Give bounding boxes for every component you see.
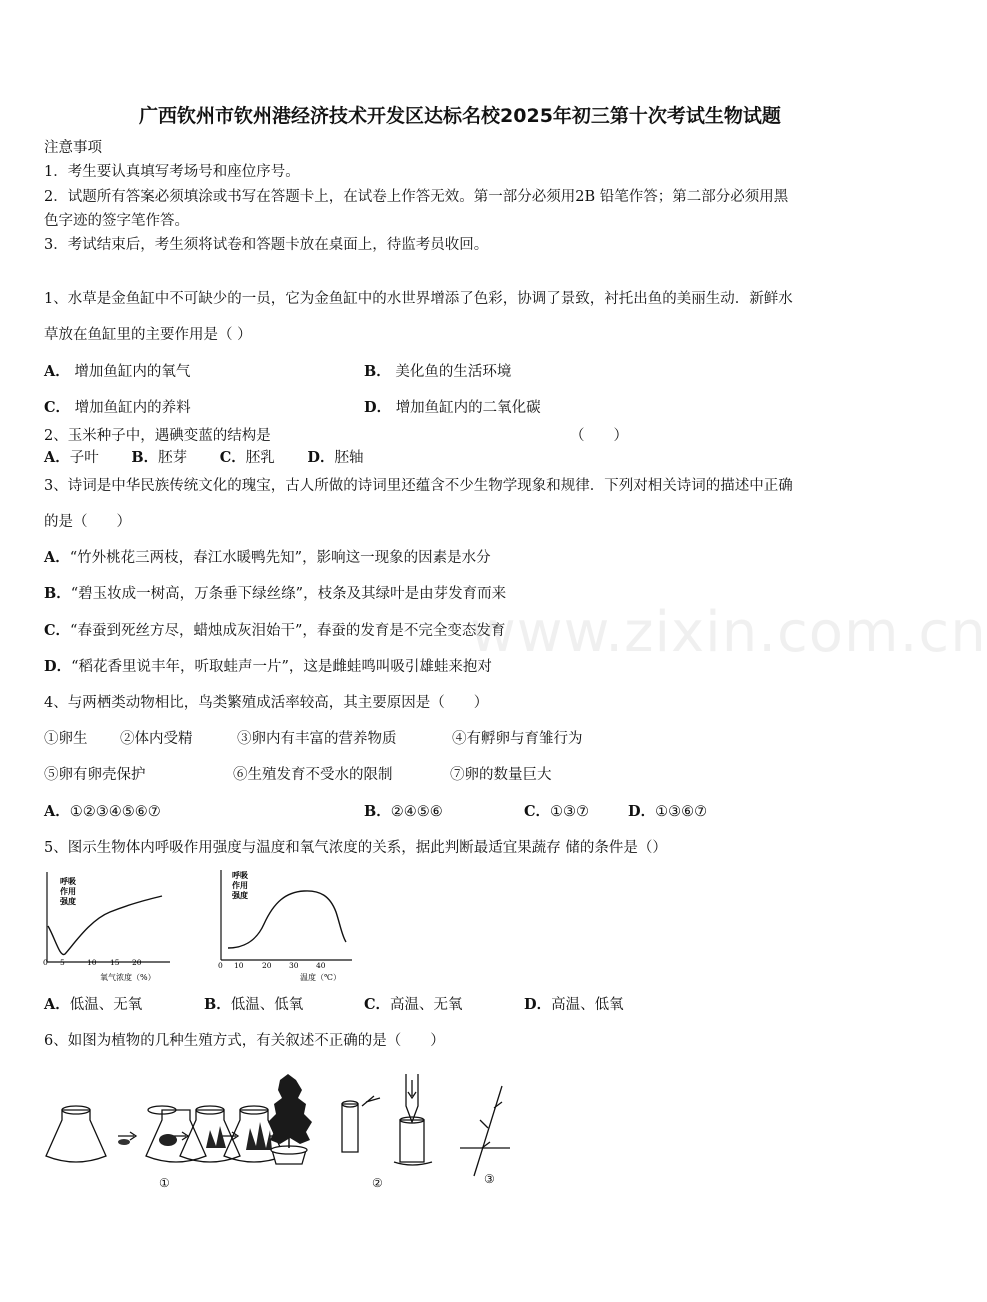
notice-item: 色字迹的签字笔作答。	[44, 213, 189, 229]
option-letter: A．	[44, 363, 70, 380]
q3-option-b	[44, 585, 506, 603]
q4-option-a	[44, 803, 161, 821]
option-text: 增加鱼缸内的氧气	[74, 364, 191, 380]
q3-stem: 3、诗词是中华民族传统文化的瑰宝，古人所做的诗词里还蕴含不少生物学现象和规律．下列对相关诗词的描述中正确	[44, 478, 793, 494]
option-text: 美化鱼的生活环境	[395, 364, 512, 380]
grafting	[342, 1074, 432, 1165]
q4-statement: ⑤卵有卵壳保护	[44, 767, 146, 783]
notice-heading: 注意事项	[44, 140, 102, 156]
option-letter: D．	[307, 449, 335, 466]
tick-label: 0	[43, 958, 48, 967]
option-letter: A．	[44, 449, 70, 466]
option-letter: D．	[364, 399, 392, 416]
option-letter: D．	[628, 803, 656, 820]
option-letter: C．	[44, 622, 71, 639]
callus	[159, 1134, 177, 1146]
option-letter: B．	[44, 585, 71, 602]
tick-label: 20	[262, 961, 272, 970]
q2-paren: （ ）	[570, 428, 628, 444]
q1-option-a	[44, 363, 190, 381]
q5-option-d	[524, 996, 624, 1014]
option-text: “碧玉妆成一树高，万条垂下绿丝绦”，枝条及其绿叶是由芽发育而来	[70, 586, 507, 602]
option-letter: C．	[44, 399, 71, 416]
option-text: ①③⑥⑦	[655, 804, 708, 820]
y-label: 呼吸	[60, 876, 76, 886]
q4-statement: ⑥生殖发育不受水的限制	[233, 767, 393, 783]
tick-label: 20	[132, 958, 142, 967]
cutting	[460, 1086, 510, 1176]
q4-statement: ②体内受精	[120, 731, 193, 747]
q4-option-c	[524, 803, 589, 821]
figure-label: ③	[484, 1172, 495, 1186]
plant-reproduction-figure	[40, 1066, 520, 1196]
potted-plant	[268, 1074, 312, 1164]
option-text: 胚芽	[158, 450, 188, 466]
tick-label: 40	[316, 961, 326, 970]
option-text: ①②③④⑤⑥⑦	[69, 804, 161, 820]
callus	[118, 1139, 130, 1145]
watermark: www.zixin.com.cn	[470, 600, 987, 665]
q5-option-a	[44, 996, 142, 1014]
q5-stem: 5、图示生物体内呼吸作用强度与温度和氧气浓度的关系，据此判断最适宜果蔬存 储的条件是（）	[44, 840, 667, 856]
figure-label: ②	[372, 1176, 383, 1190]
q4-statement: ④有孵卵与育雏行为	[452, 731, 583, 747]
tissue-culture-flasks	[46, 1106, 284, 1162]
option-text: 胚轴	[334, 450, 364, 466]
option-letter: D．	[44, 658, 72, 675]
option-letter: A．	[44, 549, 70, 566]
q1-stem: 草放在鱼缸里的主要作用是（ ）	[44, 327, 252, 343]
plantlet	[206, 1126, 226, 1148]
q2-options	[44, 449, 363, 467]
option-text: 增加鱼缸内的养料	[74, 400, 191, 416]
plantlet	[246, 1122, 272, 1150]
option-text: “稻花香里说丰年，听取蛙声一片”，这是雌蛙鸣叫吸引雄蛙来抱对	[71, 659, 492, 675]
q4-option-b	[364, 803, 443, 821]
notice-item: 2．试题所有答案必须填涂或书写在答题卡上，在试卷上作答无效。第一部分必须用2B 铅笔作答；第二部分必须用黑	[44, 189, 789, 205]
x-label: 氧气浓度（%）	[100, 973, 156, 982]
option-text: ②④⑤⑥	[390, 804, 443, 820]
q3-option-c	[44, 622, 505, 640]
q1-option-b	[364, 363, 511, 381]
option-text: “竹外桃花三两枝，春江水暖鸭先知”，影响这一现象的因素是水分	[69, 550, 491, 566]
tick-label: 30	[289, 961, 299, 970]
q5-option-c	[364, 996, 463, 1014]
option-letter: C．	[524, 803, 551, 820]
option-text: ①③⑦	[550, 804, 590, 820]
q1-option-c	[44, 399, 191, 417]
option-letter: D．	[524, 996, 552, 1013]
option-letter: A．	[44, 803, 70, 820]
tick-label: 0	[218, 961, 223, 970]
q4-option-d	[628, 803, 707, 821]
q4-statement: ①卵生	[44, 731, 88, 747]
y-label: 强度	[60, 896, 76, 906]
q3-option-a	[44, 549, 491, 567]
option-letter: B．	[364, 803, 391, 820]
option-letter: B．	[131, 449, 159, 466]
option-text: 高温、无氧	[390, 997, 463, 1013]
option-letter: C．	[219, 449, 246, 466]
q5-option-b	[204, 996, 303, 1014]
option-letter: B．	[364, 363, 391, 380]
q1-stem: 1、水草是金鱼缸中不可缺少的一员，它为金鱼缸中的水世界增添了色彩，协调了景致，衬托出鱼的美丽生动．新鲜水	[44, 291, 793, 307]
option-text: “春蚕到死丝方尽，蜡烛成灰泪始干”，春蚕的发育是不完全变态发育	[70, 623, 506, 639]
option-letter: B．	[204, 996, 231, 1013]
notice-item: 3．考试结束后，考生须将试卷和答题卡放在桌面上，待监考员收回。	[44, 237, 489, 253]
y-label: 作用	[60, 886, 76, 896]
tick-label: 10	[87, 958, 97, 967]
y-label: 呼吸	[232, 870, 248, 880]
option-text: 低温、低氧	[230, 997, 304, 1013]
q4-stem: 4、与两栖类动物相比，鸟类繁殖成活率较高，其主要原因是（ ）	[44, 695, 489, 711]
option-text: 增加鱼缸内的二氧化碳	[395, 400, 541, 416]
tick-label: 15	[110, 958, 120, 967]
option-text: 高温、低氧	[551, 997, 624, 1013]
y-label: 作用	[232, 880, 248, 890]
q3-option-d	[44, 658, 492, 676]
figure-label: ①	[159, 1176, 170, 1190]
y-label: 强度	[232, 890, 248, 900]
option-letter: C．	[364, 996, 391, 1013]
option-letter: A．	[44, 996, 70, 1013]
q6-stem: 6、如图为植物的几种生殖方式，有关叙述不正确的是（ ）	[44, 1033, 445, 1049]
tick-label: 10	[234, 961, 244, 970]
option-text: 低温、无氧	[69, 997, 143, 1013]
q2-stem: 2、玉米种子中，遇碘变蓝的结构是	[44, 428, 271, 444]
x-label: 温度（℃）	[300, 973, 341, 982]
q4-statement: ⑦卵的数量巨大	[450, 767, 552, 783]
respiration-oxygen-graph	[38, 868, 178, 986]
option-text: 胚乳	[245, 450, 275, 466]
option-text: 子叶	[69, 450, 99, 466]
q1-option-d	[364, 399, 541, 417]
tick-label: 5	[60, 958, 65, 967]
respiration-temperature-graph	[212, 866, 362, 986]
q3-stem: 的是（ ）	[44, 514, 131, 530]
exam-title: 广西钦州市钦州港经济技术开发区达标名校2025年初三第十次考试生物试题	[139, 105, 781, 127]
q4-statement: ③卵内有丰富的营养物质	[237, 731, 397, 747]
notice-item: 1．考生要认真填写考场号和座位序号。	[44, 164, 300, 180]
